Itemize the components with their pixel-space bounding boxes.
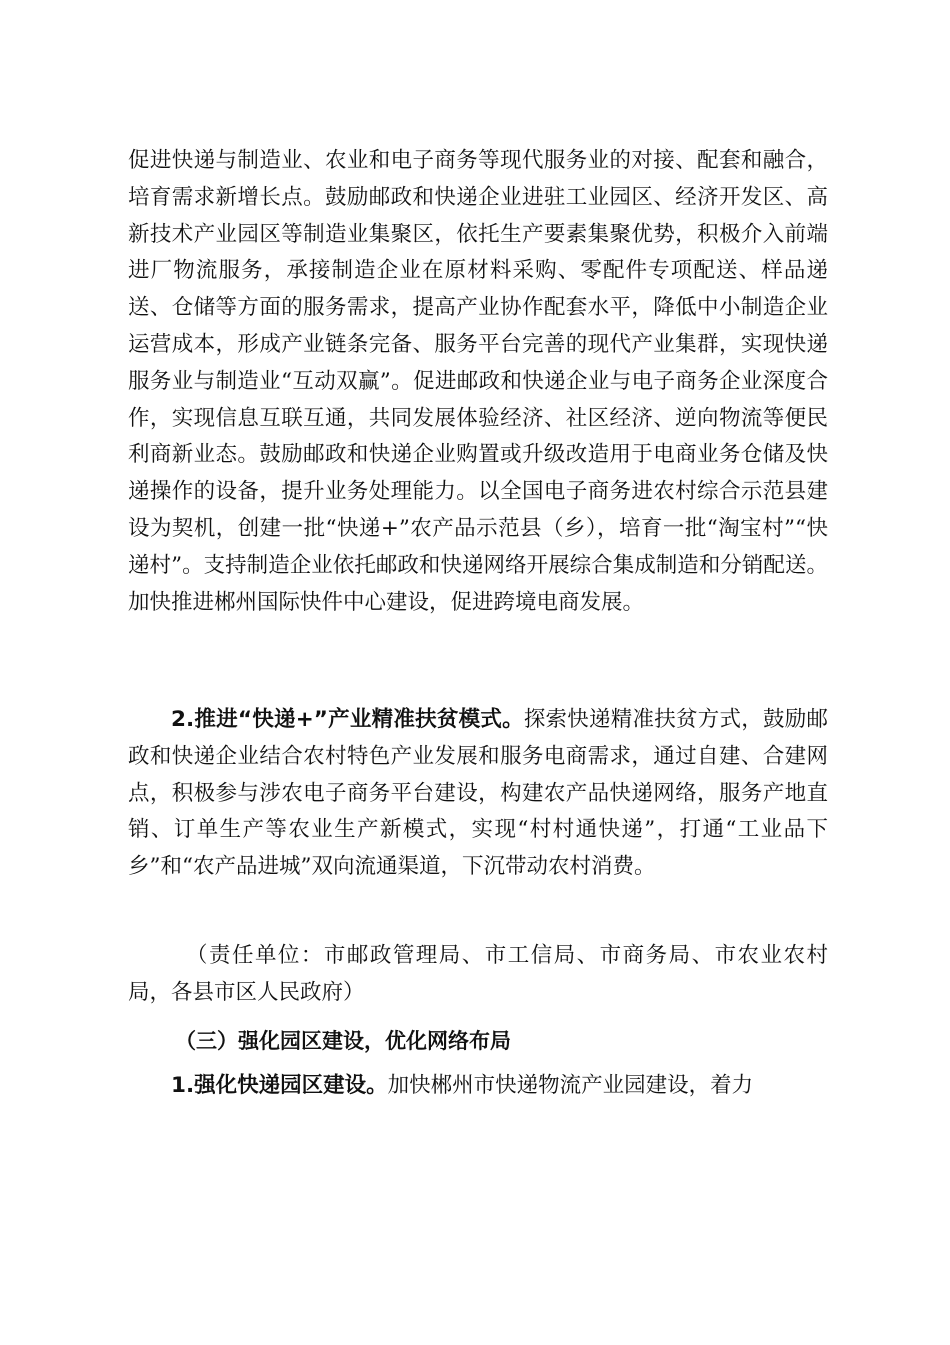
item-lead-heading: 1.强化快递园区建设。 xyxy=(171,1073,388,1098)
numbered-item-paragraph xyxy=(128,1068,828,1105)
item-body-text: 加快郴州市快递物流产业园建设，着力 xyxy=(387,1073,754,1098)
numbered-item-paragraph xyxy=(128,702,828,886)
responsibility-note: （责任单位：市邮政管理局、市工信局、市商务局、市农业农村局，各县市区人民政府） xyxy=(128,943,828,1005)
body-paragraph: 促进快递与制造业、农业和电子商务等现代服务业的对接、配套和融合，培育需求新增长点。鼓励邮政和快递企业进驻工业园区、经济开发区、高新技术产业园区等制造业集聚区，依托生产要素集聚优势，积极介入前端进厂物流服务，承接制造企业在原材料采购、零配件专项配送、样品递送、仓储等方面的服务需求，提高产业协作配套水平，降低中小制造企业运营成本，形成产业链条完备、服务平台完善的现代产业集群，实现快递服务业与制造业“互动双赢”。促进邮政和快递企业与电子商务企业深度合作，实现信息互联互通，共同发展体验经济、社区经济、逆向物流等便民利商新业态。鼓励邮政和快递企业购置或升级改造用于电商业务仓储及快递操作的设备，提升业务处理能力。以全国电子商务进农村综合示范县建设为契机，创建一批“快递+”农产品示范县（乡），培育一批“淘宝村”“快递村”。支持制造企业依托邮政和快递网络开展综合集成制造和分销配送。加快推进郴州国际快件中心建设，促进跨境电商发展。 xyxy=(128,148,828,615)
item-lead-heading: 2.推进“快递+”产业精准扶贫模式。 xyxy=(171,707,524,732)
section-heading: （三）强化园区建设，优化网络布局 xyxy=(175,1029,511,1053)
item-body-text: 探索快递精准扶贫方式，鼓励邮政和快递企业结合农村特色产业发展和服务电商需求，通过自建、合建网点，积极参与涉农电子商务平台建设，构建农产品快递网络，服务产地直销、订单生产等农业生产新模式，实现“村村通快递”，打通“工业品下乡”和“农产品进城”双向流通渠道，下沉带动农村消费。 xyxy=(128,707,828,880)
